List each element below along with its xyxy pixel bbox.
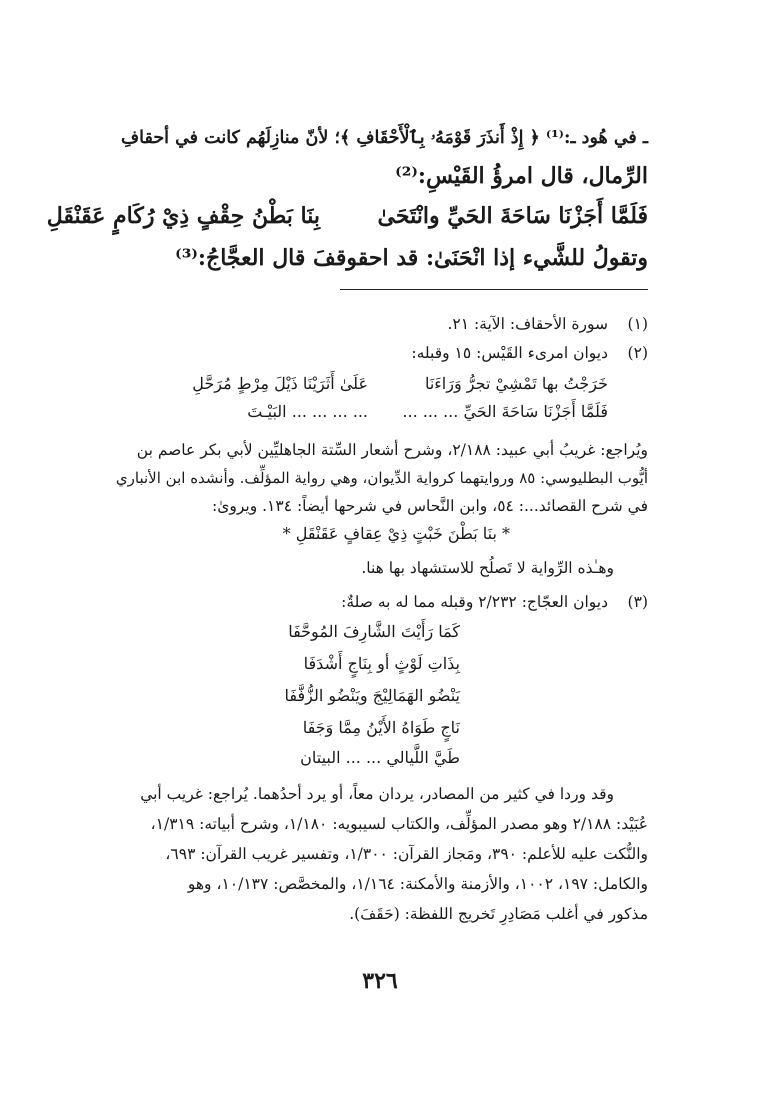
footnote-3-number: (٣) (627, 593, 648, 611)
main-text-line-1: ـ في هُود ـ:⁽¹⁾ ﴿ إِذْ أَنذَرَ قَوْمَهُۥ بِٱلْأَحْقَافِ ﴾؛ لأنّ منازِلَهُم كانت في أحقافِ (121, 128, 648, 148)
footnote-3-poem-line-4: نَاجٍ طَوَاهُ الأَيْنُ مِمَّا وَجَفَا (302, 718, 460, 737)
footnote-3-paragraph-line-5: مذكور في أغلب مَصَادِرِ تَخريج اللفظة: (حَقَفَ). (349, 905, 648, 923)
footnote-2-paragraph-line-1: ويُراجع: غريبُ أبي عبيد: ٢/١٨٨، وشرح أشعار السِّتة الجاهليِّين لأبي بكر عاصم بن (136, 441, 648, 459)
footnote-2-text: ديوان امرىء القَيْس: ١٥ وقبله: (411, 344, 608, 362)
footnote-2-paragraph-line-3: في شرح القصائد...: ٥٤، وابن النَّحاس في شرحها أيضاً: ١٣٤. ويروىٰ: (212, 497, 648, 515)
footnote-3-poem-line-3: يَنْضُو الهَمَالِيْجَ ويَنْضُو الزُّفَّفَا (284, 686, 460, 705)
footnote-2-note: وهـٰذه الرِّواية لا تَصلُح للاستشهاد بها هنا. (361, 559, 614, 577)
page-number: ٣٢٦ (362, 968, 398, 994)
footnote-3-text: ديوان العجّاج: ٢/٢٣٢ وقبله مما له به صلةٌ: (341, 593, 608, 611)
footnote-1-number: (١) (627, 315, 648, 333)
footnote-2-verse-2-second: ... ... ... ... البَيْـتَ (247, 402, 368, 421)
footnote-2-verse-1-second: عَلَىٰ أَثَرَيْنَا ذَيْلَ مِرْطٍ مُرَحَّلِ (192, 374, 368, 393)
footnote-3-paragraph-line-2: عُبَيْد: ٢/١٨٨ وهو مصدر المؤلِّف، والكتاب لسيبويه: ١/١٨٠، وشرح أبياته: ١/٣١٩، (150, 815, 648, 833)
footnote-2-verse-2-first: فَلَمَّا أَجَزْنَا سَاحَةَ الحَيِّ ... ... ... (402, 402, 608, 421)
footnote-1-text: سورة الأحقاف: الآية: ٢١. (447, 315, 608, 333)
footnote-2-verse-1-first: خَرَجْتُ بها تَمْشِيْ تجرُّ وَرَاءَنَا (424, 374, 608, 393)
footnote-2-number: (٢) (627, 344, 648, 362)
main-text-line-2: الرِّمال، قال امرؤُ القَيْسِ:⁽²⁾ (395, 163, 648, 189)
footnote-3-paragraph-line-4: والكامل: ١٩٧، ١٠٠٢، والأزمنة والأمكنة: ١/١٦٤، والمخصَّص: ١٠/١٣٧، وهو (187, 875, 648, 893)
footnote-3-poem-line-5: طَيَّ اللَّيالي ... ... البيتان (300, 748, 460, 767)
verse-second-half: بِنَا بَطْنُ حِقْفٍ ذِيْ رُكَامٍ عَقَنْقَلِ (46, 203, 320, 229)
footnote-3-poem-line-2: بِذَاتِ لَوْثٍ أو بِنَاجٍ أَشْدَفَا (303, 654, 460, 673)
footnote-separator (340, 289, 648, 290)
verse-first-half: فَلَمَّا أَجَزْنَا سَاحَةَ الحَيِّ وانْتَحَىٰ (377, 203, 648, 229)
main-text-line-4: وتقولُ للشَّيء إذا انْحَنَىٰ: قد احقوقفَ قال العجَّاجُ:⁽³⁾ (175, 245, 648, 271)
footnote-3-poem-line-1: كَمَا رَأَيْتَ الشَّارِفَ المُوحَّفَا (288, 622, 460, 641)
footnote-3-paragraph-line-3: والنُّكت عليه للأعلم: ٣٩٠، ومَجاز القرآن: ١/٣٠٠، وتفسير غريب القرآن: ٦٩٣، (165, 845, 648, 863)
footnote-3-paragraph-line-1: وقد وردا في كثير من المصادر، يردان معاً، أو يرد أحدُهما. يُراجع: غريب أبي (140, 785, 614, 803)
footnote-2-paragraph-line-2: أيُّوب البطليوسي: ٨٥ وروايتهما كرواية الدِّيوان، وهي رواية المؤلِّف. وأنشده ابن الأنباري (115, 469, 648, 487)
footnote-2-variant-verse: * بنَا بَطْنَ خَبْتٍ ذِيْ عِقافٍ عَقَنْقَلِ * (282, 524, 510, 543)
